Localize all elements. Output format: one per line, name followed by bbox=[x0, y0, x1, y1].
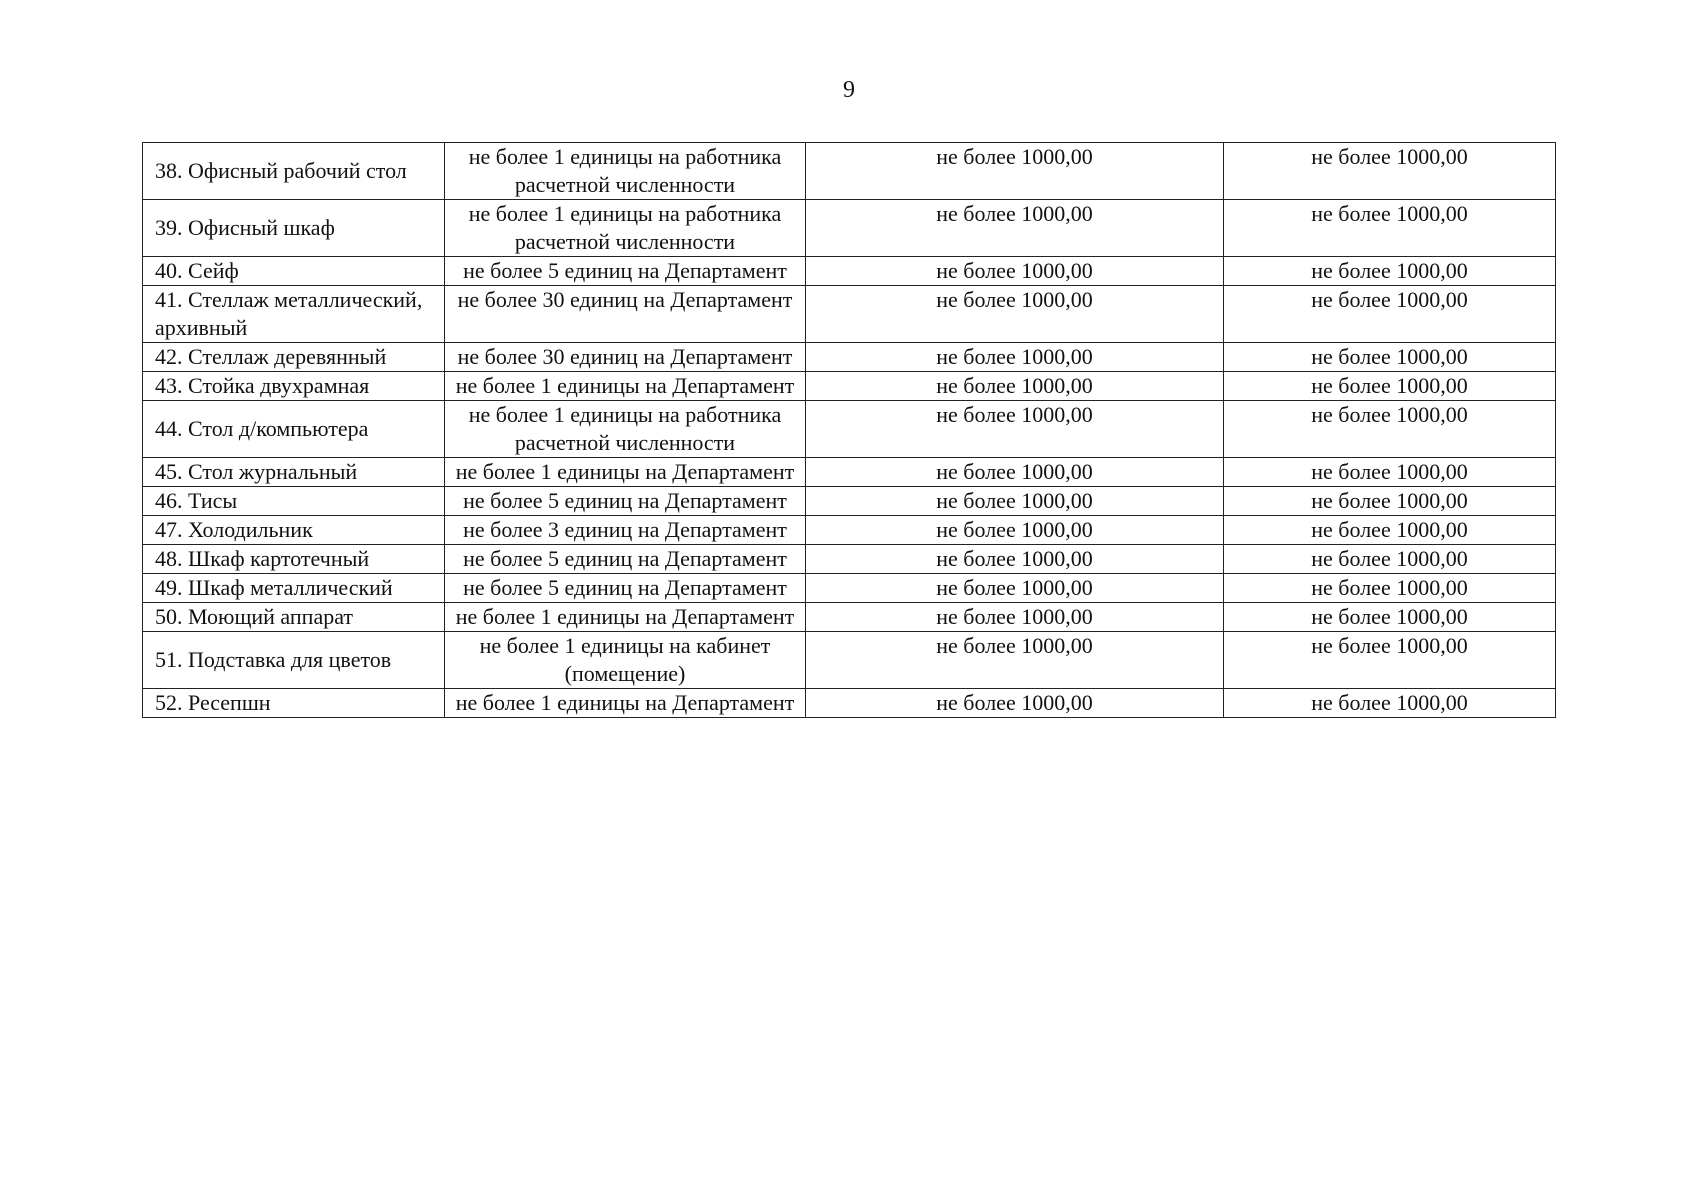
table-row bbox=[143, 574, 1556, 603]
price-limit-cell: не более 1000,00 bbox=[1224, 487, 1556, 516]
price-limit-cell: не более 1000,00 bbox=[806, 545, 1224, 574]
quantity-norm-cell: не более 3 единиц на Департамент bbox=[445, 516, 806, 545]
price-limit-cell: не более 1000,00 bbox=[806, 458, 1224, 487]
quantity-norm-cell: не более 1 единицы на работника расчетной численности bbox=[445, 200, 806, 257]
item-name-cell: 51. Подставка для цветов bbox=[143, 632, 445, 689]
quantity-norm-cell: не более 1 единицы на работника расчетной численности bbox=[445, 143, 806, 200]
quantity-norm-cell: не более 5 единиц на Департамент bbox=[445, 487, 806, 516]
price-limit-cell: не более 1000,00 bbox=[806, 143, 1224, 200]
price-limit-cell: не более 1000,00 bbox=[1224, 343, 1556, 372]
price-limit-cell: не более 1000,00 bbox=[1224, 372, 1556, 401]
item-name-cell: 38. Офисный рабочий стол bbox=[143, 143, 445, 200]
page-number: 9 bbox=[843, 77, 855, 103]
item-name-cell: 41. Стеллаж металлический, архивный bbox=[143, 286, 445, 343]
item-name-cell: 39. Офисный шкаф bbox=[143, 200, 445, 257]
price-limit-cell: не более 1000,00 bbox=[1224, 286, 1556, 343]
price-limit-cell: не более 1000,00 bbox=[1224, 603, 1556, 632]
price-limit-cell: не более 1000,00 bbox=[1224, 257, 1556, 286]
quantity-norm-cell: не более 1 единицы на Департамент bbox=[445, 689, 806, 718]
item-name-cell: 50. Моющий аппарат bbox=[143, 603, 445, 632]
price-limit-cell: не более 1000,00 bbox=[1224, 545, 1556, 574]
price-limit-cell: не более 1000,00 bbox=[806, 487, 1224, 516]
quantity-norm-cell: не более 1 единицы на Департамент bbox=[445, 372, 806, 401]
price-limit-cell: не более 1000,00 bbox=[806, 689, 1224, 718]
table-row bbox=[143, 689, 1556, 718]
price-limit-cell: не более 1000,00 bbox=[806, 343, 1224, 372]
table-row bbox=[143, 257, 1556, 286]
price-limit-cell: не более 1000,00 bbox=[806, 401, 1224, 458]
item-name-cell: 47. Холодильник bbox=[143, 516, 445, 545]
table-row bbox=[143, 286, 1556, 343]
quantity-norm-cell: не более 30 единиц на Департамент bbox=[445, 286, 806, 343]
quantity-norm-cell: не более 1 единицы на Департамент bbox=[445, 458, 806, 487]
item-name-cell: 44. Стол д/компьютера bbox=[143, 401, 445, 458]
price-limit-cell: не более 1000,00 bbox=[1224, 401, 1556, 458]
price-limit-cell: не более 1000,00 bbox=[806, 200, 1224, 257]
item-name-cell: 45. Стол журнальный bbox=[143, 458, 445, 487]
price-limit-cell: не более 1000,00 bbox=[806, 603, 1224, 632]
quantity-norm-cell: не более 5 единиц на Департамент bbox=[445, 545, 806, 574]
quantity-norm-cell: не более 5 единиц на Департамент bbox=[445, 257, 806, 286]
price-limit-cell: не более 1000,00 bbox=[1224, 458, 1556, 487]
item-name-cell: 48. Шкаф картотечный bbox=[143, 545, 445, 574]
quantity-norm-cell: не более 1 единицы на кабинет (помещение) bbox=[445, 632, 806, 689]
table-row bbox=[143, 632, 1556, 689]
price-limit-cell: не более 1000,00 bbox=[806, 516, 1224, 545]
price-limit-cell: не более 1000,00 bbox=[1224, 574, 1556, 603]
table-row bbox=[143, 516, 1556, 545]
item-name-cell: 43. Стойка двухрамная bbox=[143, 372, 445, 401]
price-limit-cell: не более 1000,00 bbox=[1224, 516, 1556, 545]
item-name-cell: 49. Шкаф металлический bbox=[143, 574, 445, 603]
table-row bbox=[143, 487, 1556, 516]
quantity-norm-cell: не более 30 единиц на Департамент bbox=[445, 343, 806, 372]
table-row bbox=[143, 603, 1556, 632]
table-row bbox=[143, 200, 1556, 257]
quantity-norm-cell: не более 1 единицы на работника расчетной численности bbox=[445, 401, 806, 458]
item-name-cell: 46. Тисы bbox=[143, 487, 445, 516]
price-limit-cell: не более 1000,00 bbox=[1224, 632, 1556, 689]
furniture-norms-table bbox=[142, 142, 1556, 718]
price-limit-cell: не более 1000,00 bbox=[1224, 689, 1556, 718]
table-row bbox=[143, 401, 1556, 458]
price-limit-cell: не более 1000,00 bbox=[806, 372, 1224, 401]
price-limit-cell: не более 1000,00 bbox=[806, 286, 1224, 343]
table-row bbox=[143, 545, 1556, 574]
price-limit-cell: не более 1000,00 bbox=[806, 257, 1224, 286]
table-row bbox=[143, 372, 1556, 401]
item-name-cell: 52. Ресепшн bbox=[143, 689, 445, 718]
price-limit-cell: не более 1000,00 bbox=[1224, 143, 1556, 200]
price-limit-cell: не более 1000,00 bbox=[806, 574, 1224, 603]
quantity-norm-cell: не более 1 единицы на Департамент bbox=[445, 603, 806, 632]
quantity-norm-cell: не более 5 единиц на Департамент bbox=[445, 574, 806, 603]
item-name-cell: 40. Сейф bbox=[143, 257, 445, 286]
table-row bbox=[143, 458, 1556, 487]
table-row bbox=[143, 343, 1556, 372]
item-name-cell: 42. Стеллаж деревянный bbox=[143, 343, 445, 372]
table-row bbox=[143, 143, 1556, 200]
price-limit-cell: не более 1000,00 bbox=[806, 632, 1224, 689]
price-limit-cell: не более 1000,00 bbox=[1224, 200, 1556, 257]
